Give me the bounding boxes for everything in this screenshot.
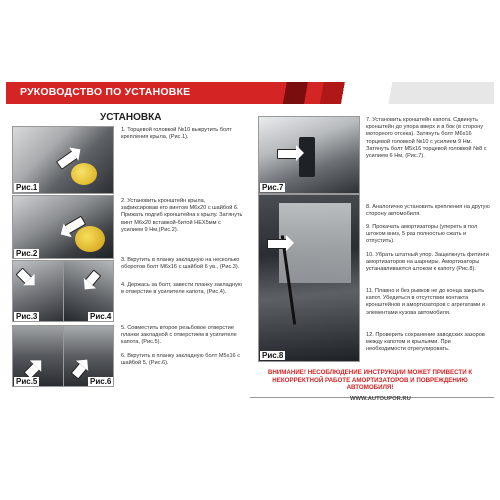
- arrow-icon: [85, 269, 102, 286]
- fluid-reservoir: [71, 163, 97, 185]
- arrow-icon: [267, 239, 287, 249]
- fig1-label: Рис.1: [16, 183, 38, 192]
- fig4-label: Рис.4: [90, 312, 112, 321]
- step-7: 7. Установить кронштейн капота. Сдвинуть кронштейн до упора вверх и в бок (в сторону моторного отсека). Затянуть болт М6х16 торцевой головкой №10 с усилием 9 Нм. Затянуть болт М5х16 торцевой головкой №8 с усилием 6 Нм, (Рис.7).: [366, 117, 487, 160]
- page-title: РУКОВОДСТВО ПО УСТАНОВКЕ: [20, 86, 191, 98]
- fig8-label: Рис.8: [262, 351, 284, 360]
- fig2-label: Рис.2: [16, 249, 38, 258]
- step-1: 1. Торцевой головкой №10 выкрутить болт крепления крыла, (Рис.1).: [121, 127, 232, 141]
- footer-website: WWW.AUTOUPOR.RU: [350, 396, 411, 402]
- header-banner: [6, 82, 494, 104]
- step-11: 11. Плавно и без рывков не до конца закрыть капот. Убедиться в отсутствии контакта кронштейнов и амортизаторов с агрегатами и элементами кузова автомобиля.: [366, 288, 485, 316]
- step-4: 4. Держась за болт, завести планку закладную в отверстие в усилителе капота, (Рис.4).: [121, 282, 243, 296]
- fig6-label: Рис.6: [90, 377, 112, 386]
- step-12: 12. Проверить сохранение заводских зазоров между капотом и крыльями. При необходимости отрегулировать.: [366, 332, 485, 353]
- step-10: 10. Убрать штатный упор. Защелкнуть фитинги амортизаторов на шарниры. Амортизаторы устанавливаются штоком к капоту (Рис.8).: [366, 252, 489, 273]
- arrow-icon: [71, 362, 88, 379]
- step-2: 2. Установить кронштейн крыла, зафиксировав его винтом М6х20 с шайбой 6. Прижать подгиб кронштейна к крылу. Затянуть винт М6х20 вставкой-битой HEX5мм с усилием 9 Нм,(Рис.2).: [121, 198, 243, 233]
- fluid-reservoir: [75, 226, 105, 252]
- step-9: 9. Прокачать амортизаторы (упереть в пол штоком вниз, 5 раз полностью сжать и отпустить).: [366, 224, 478, 245]
- photo-fig8: [258, 194, 360, 362]
- fig3-label: Рис.3: [16, 312, 38, 321]
- step-8: 8. Аналогично установить крепления на другую сторону автомобиля.: [366, 204, 490, 218]
- warning-text: ВНИМАНИЕ! НЕСОБЛЮДЕНИЕ ИНСТРУКЦИИ МОЖЕТ ПРИВЕСТИ К НЕКОРРЕКТНОЙ РАБОТЕ АМОРТИЗАТОРОВ И ПОВРЕЖДЕНИЮ АВТОМОБИЛЯ!: [267, 369, 473, 392]
- step-6: 6. Вкрутить в планку закладную болт М5х16 с шайбой 5, (Рис.6).: [121, 353, 241, 367]
- step-3: 3. Вкрутить в планку закладную на несколько оборотов болт М6х16 с шайбой 6 ув., (Рис.3).: [121, 257, 240, 271]
- fig5-label: Рис.5: [16, 377, 38, 386]
- step-5: 5. Совместить второе резьбовое отверстие планки закладной с отверстием в усилителе капота, (Рис.5).: [121, 325, 237, 346]
- fig7-label: Рис.7: [262, 183, 284, 192]
- arrow-icon: [16, 268, 33, 285]
- section-title: УСТАНОВКА: [100, 112, 162, 123]
- arrow-icon: [277, 149, 297, 159]
